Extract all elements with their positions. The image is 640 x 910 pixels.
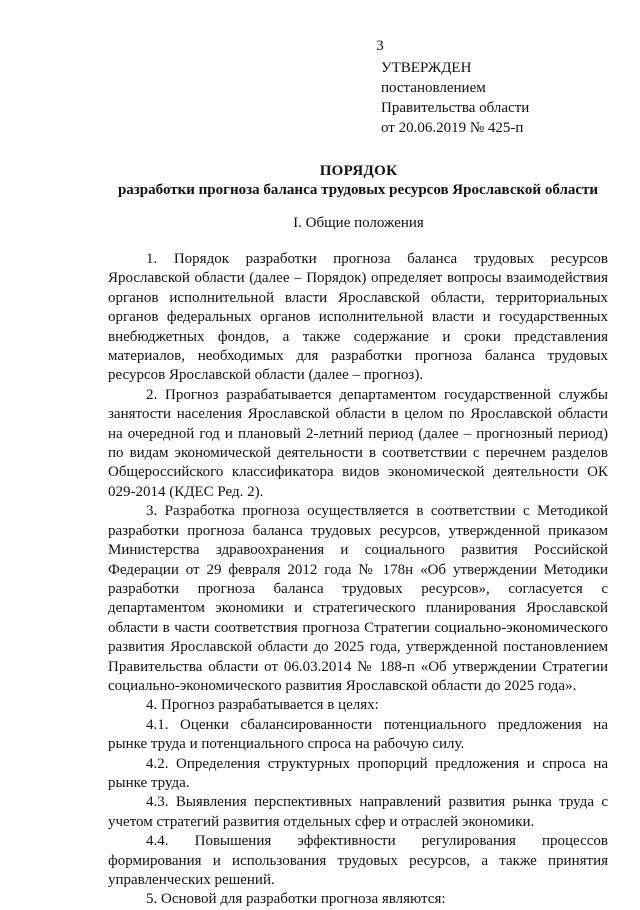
paragraph-2: 2. Прогноз разрабатывается департаментом государственной службы занятости населения Ярославской области в целом по Ярославской области на очередной год и плановый 2-летний период (далее – прогнозный период) по видам экономической деятельности в соответствии с перечнем разделов Общероссийского классификатора видов экономической деятельности ОК 029-2014 (КДЕС Ред. 2). — [108, 386, 608, 500]
paragraph-1: 1. Порядок разработки прогноза баланса трудовых ресурсов Ярославской области (далее – Порядок) определяет вопросы взаимодействия органов исполнительной власти Ярославской области, территориальных органов федеральных органов исполнительной власти и государственных внебюджетных фондов, а также содержание и сроки представления материалов, необходимых для разработки прогноза баланса трудовых ресурсов Ярославской области (далее – прогноз). — [108, 251, 608, 384]
approval-line-resolution: постановлением — [381, 80, 486, 96]
approval-line-approved: УТВЕРЖДЕН — [381, 60, 472, 76]
paragraph-4-1: 4.1. Оценки сбалансированности потенциального предложения на рынке труда и потенциального спроса на рабочую силу. — [108, 716, 608, 753]
paragraph-4-3: 4.3. Выявления перспективных направлений развития рынка труда с учетом стратегий развития отдельных сфер и отраслей экономики. — [108, 794, 608, 830]
paragraph-4-4: 4.4. Повышения эффективности регулирования процессов формирования и использования трудовых ресурсов, а также принятия управленческих решений. — [108, 833, 608, 888]
paragraph-4: 4. Прогноз разрабатывается в целях: — [146, 697, 379, 714]
document-body — [108, 250, 608, 910]
section-heading: I. Общие положения — [293, 215, 424, 231]
document-title: ПОРЯДОК — [319, 163, 398, 179]
paragraph-4-2: 4.2. Определения структурных пропорций предложения и спроса на рынке труда. — [108, 755, 608, 791]
paragraph-5: 5. Основой для разработки прогноза являются: — [146, 891, 446, 908]
paragraph-3: 3. Разработка прогноза осуществляется в соответствии с Методикой разработки прогноза баланса трудовых ресурсов, утвержденной приказом Министерства здравоохранения и социального развития Российской Федерации от 29 февраля 2012 года № 178н «Об утверждении Методики разработки прогноза баланса трудовых ресурсов», согласуется с департаментом экономики и стратегического планирования Ярославской области в части соответствия прогноза Стратегии социально-экономического развития Ярославской области до 2025 года, утвержденной постановлением Правительства области от 06.03.2014 № 188-п «Об утверждении Стратегии социально-экономического развития Ярославской области до 2025 года». — [108, 503, 608, 694]
approval-block — [381, 58, 529, 138]
approval-line-date: от 20.06.2019 № 425-п — [381, 120, 524, 136]
approval-line-government: Правительства области — [381, 100, 530, 116]
document-subtitle: разработки прогноза баланса трудовых ресурсов Ярославской области — [117, 182, 599, 198]
page-number: 3 — [376, 38, 384, 54]
